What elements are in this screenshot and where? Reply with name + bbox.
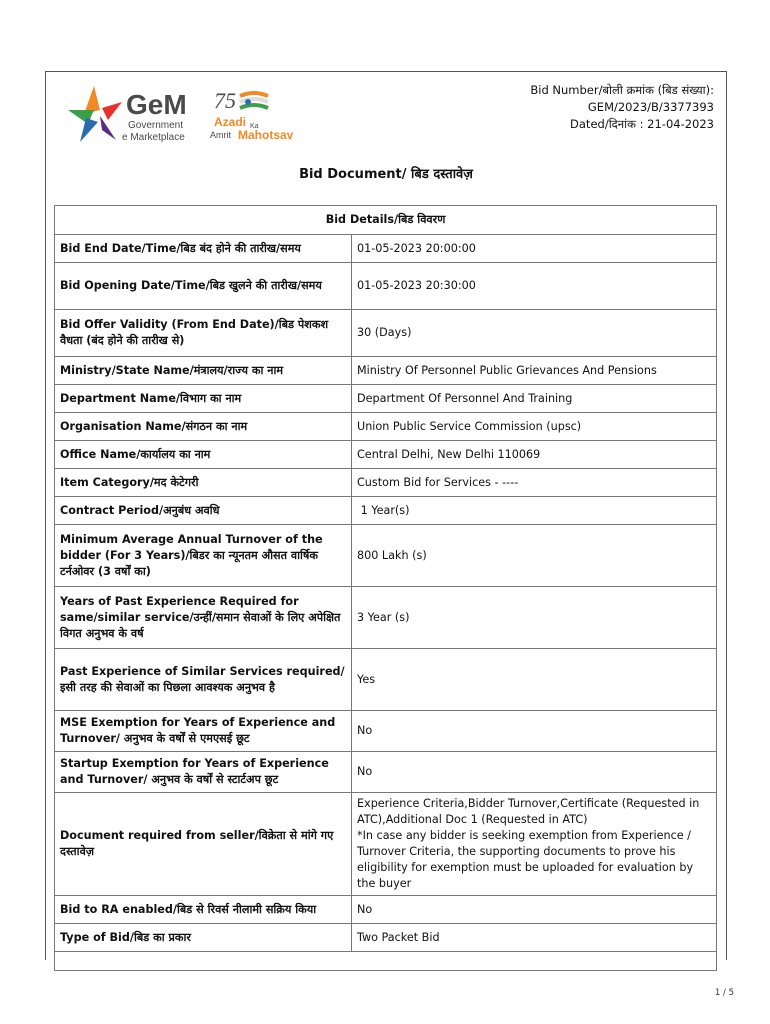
azadi-word: Azadi: [214, 115, 247, 129]
row-key: MSE Exemption for Years of Experience and Turnover/ अनुभव के वर्षों से एमएसई छूट: [55, 711, 352, 752]
row-value: 3 Year (s): [352, 587, 717, 649]
row-value: 01-05-2023 20:30:00: [352, 263, 717, 310]
bid-details-table: [54, 205, 717, 971]
bid-document-page: [45, 71, 727, 960]
row-value: Department Of Personnel And Training: [352, 385, 717, 413]
continuation-cell: [55, 952, 717, 971]
row-key: Bid End Date/Time/बिड बंद होने की तारीख/समय: [55, 235, 352, 263]
row-value: No: [352, 711, 717, 752]
gem-sub1: Government: [128, 120, 184, 131]
row-value: Experience Criteria,Bidder Turnover,Certificate (Requested in ATC),Additional Doc 1 (Requested in ATC) *In case any bidder is seeking exemption from Experience / Turnover Criteria, the supporting documents to prove his eligibility for exemption must be uploaded for evaluation by the buyer: [352, 793, 717, 896]
table-continuation-row: [55, 952, 717, 971]
row-key: Office Name/कार्यालय का नाम: [55, 441, 352, 469]
row-value: Custom Bid for Services - ----: [352, 469, 717, 497]
document-title: Bid Document/ बिड दस्तावेज़: [299, 167, 473, 182]
table-row: [55, 413, 717, 441]
table-row: [55, 441, 717, 469]
row-value: No: [352, 752, 717, 793]
row-key: Bid to RA enabled/बिड से रिवर्स नीलामी सक्रिय किया: [55, 896, 352, 924]
gem-star-icon: [68, 86, 122, 142]
row-value: 1 Year(s): [352, 497, 717, 525]
row-value: Ministry Of Personnel Public Grievances And Pensions: [352, 357, 717, 385]
table-row: [55, 896, 717, 924]
row-value: No: [352, 896, 717, 924]
table-row: [55, 235, 717, 263]
row-key: Minimum Average Annual Turnover of the bidder (For 3 Years)/बिडर का न्यूनतम औसत वार्षिक टर्नओवर (3 वर्षों का): [55, 525, 352, 587]
row-key: Years of Past Experience Required for same/similar service/उन्हीं/समान सेवाओं के लिए अपेक्षित विगत अनुभव के वर्ष: [55, 587, 352, 649]
row-key: Startup Exemption for Years of Experience and Turnover/ अनुभव के वर्षों से स्टार्टअप छूट: [55, 752, 352, 793]
row-key: Past Experience of Similar Services required/इसी तरह की सेवाओं का पिछला आवश्यक अनुभव है: [55, 649, 352, 711]
azadi-mahotsav: Mahotsav: [238, 128, 294, 142]
row-key: Department Name/विभाग का नाम: [55, 385, 352, 413]
table-header: Bid Details/बिड विवरण: [55, 206, 717, 235]
table-row: [55, 793, 717, 896]
table-row: [55, 310, 717, 357]
row-key: Bid Offer Validity (From End Date)/बिड पेशकश वैधता (बंद होने की तारीख से): [55, 310, 352, 357]
bid-dated: Dated/दिनांक : 21-04-2023: [570, 117, 714, 131]
row-key: Organisation Name/संगठन का नाम: [55, 413, 352, 441]
table-row: [55, 649, 717, 711]
row-key: Bid Opening Date/Time/बिड खुलने की तारीख/समय: [55, 263, 352, 310]
row-value: 30 (Days): [352, 310, 717, 357]
bid-info: [530, 82, 714, 133]
azadi-number: 75: [214, 88, 236, 113]
row-value: 01-05-2023 20:00:00: [352, 235, 717, 263]
gem-azadi-logo: [64, 80, 339, 150]
table-row: [55, 711, 717, 752]
table-row: [55, 469, 717, 497]
page-number: 1 / 5: [714, 988, 734, 998]
row-key: Document required from seller/विक्रेता से मांगे गए दस्तावेज़: [55, 793, 352, 896]
table-row: [55, 497, 717, 525]
table-row: [55, 924, 717, 952]
row-key: Contract Period/अनुबंध अवधि: [55, 497, 352, 525]
row-value: Yes: [352, 649, 717, 711]
bid-number-label: Bid Number/बोली क्रमांक (बिड संख्या):: [530, 83, 714, 97]
table-row: [55, 357, 717, 385]
azadi-amrit: Amrit: [210, 130, 231, 140]
gem-name: GeM: [126, 89, 187, 120]
azadi-ka: Ka: [250, 123, 259, 130]
azadi-emblem: [210, 88, 294, 142]
row-value: Central Delhi, New Delhi 110069: [352, 441, 717, 469]
gem-sub2: e Marketplace: [122, 132, 185, 143]
row-value: Two Packet Bid: [352, 924, 717, 952]
row-key: Item Category/मद केटेगरी: [55, 469, 352, 497]
bid-number-value: GEM/2023/B/3377393: [587, 100, 714, 114]
table-row: [55, 752, 717, 793]
row-key: Ministry/State Name/मंत्रालय/राज्य का नाम: [55, 357, 352, 385]
row-key: Type of Bid/बिड का प्रकार: [55, 924, 352, 952]
table-row: [55, 385, 717, 413]
row-value: Union Public Service Commission (upsc): [352, 413, 717, 441]
row-value: 800 Lakh (s): [352, 525, 717, 587]
table-row: [55, 587, 717, 649]
table-row: [55, 525, 717, 587]
table-row: [55, 263, 717, 310]
